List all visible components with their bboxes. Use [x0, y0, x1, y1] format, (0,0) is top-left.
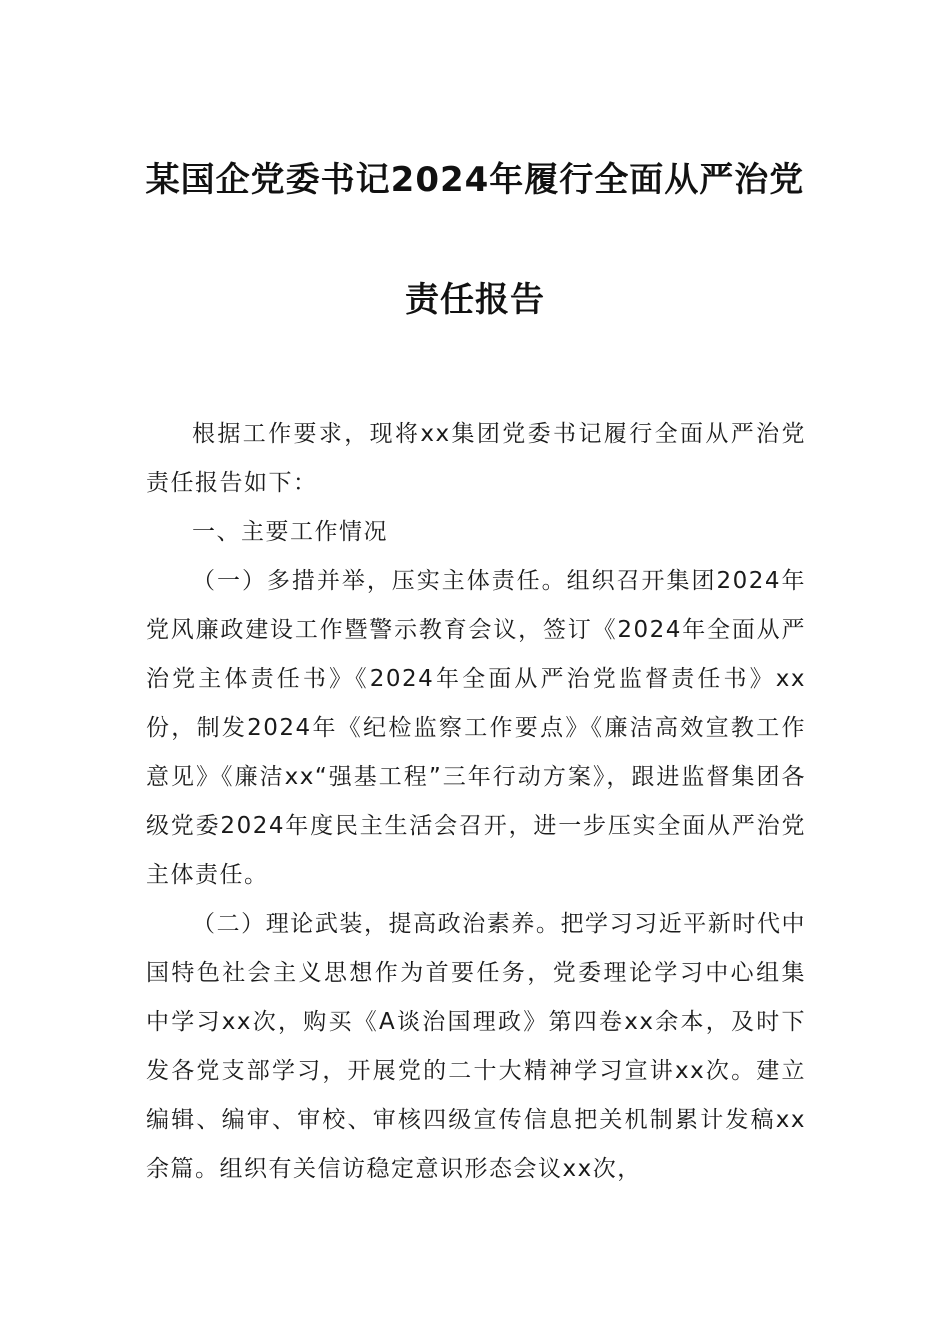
- section-heading-main-work: 一、主要工作情况: [192, 519, 388, 545]
- paragraph-subsection-1: （一）多措并举，压实主体责任。组织召开集团2024年党风廉政建设工作暨警示教育会议，签订《2024年全面从严治党主体责任书》《2024年全面从严治党监督责任书》xx份，制发2024年《纪检监察工作要点》《廉洁高效宣教工作意见》《廉洁xx“强基工程”三年行动方案》，跟进监督集团各级党委2024年度民主生活会召开，进一步压实全面从严治党主体责任。: [146, 568, 806, 888]
- paragraph-subsection-2: （二）理论武装，提高政治素养。把学习习近平新时代中国特色社会主义思想作为首要任务，党委理论学习中心组集中学习xx次，购买《A谈治国理政》第四卷xx余本，及时下发各党支部学习，开展党的二十大精神学习宣讲xx次。建立编辑、编审、审校、审核四级宣传信息把关机制累计发稿xx余篇。组织有关信访稳定意识形态会议xx次，: [146, 911, 806, 1182]
- document-title-line-2: 责任报告: [405, 280, 545, 320]
- intro-paragraph: 根据工作要求，现将xx集团党委书记履行全面从严治党责任报告如下：: [146, 421, 806, 496]
- document-body: [146, 410, 806, 1194]
- document-title-line-1: 某国企党委书记2024年履行全面从严治党: [145, 160, 805, 200]
